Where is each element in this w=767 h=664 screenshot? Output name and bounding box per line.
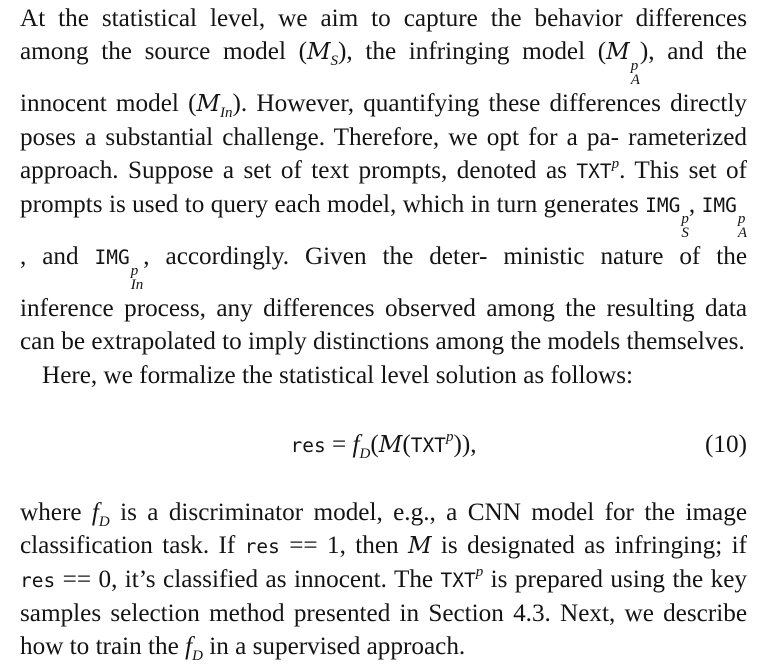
- code-token: TXT: [410, 433, 446, 457]
- text-line: rameterized approach. Suppose a set of text prompts, denoted as: [20, 124, 747, 185]
- math-subscript: In: [130, 277, 144, 294]
- text-line: among the resulting data can be extrapolated to imply distinctions: [20, 295, 748, 356]
- math-symbol: f: [352, 430, 360, 458]
- text-line: == 1, then: [279, 531, 408, 559]
- text-line: directly poses a substantial challenge. Therefore, we opt for a pa-: [20, 90, 748, 152]
- text-line: we describe how to train the: [20, 599, 747, 661]
- text-line: if: [731, 531, 747, 559]
- math-symbol: M: [606, 39, 630, 66]
- text-line: ). However, quantifying these differences: [232, 90, 661, 118]
- math-subscript: S: [330, 53, 339, 70]
- text-line: the key samples selection method presented in Section 4.3. Next,: [20, 565, 747, 627]
- equation-10: [20, 414, 747, 472]
- text-line: turn generates: [496, 191, 646, 219]
- text-line: among the models themselves.: [435, 328, 745, 356]
- text-line: , accordingly. Given the deter-: [143, 243, 488, 271]
- math-symbol: M: [196, 91, 221, 118]
- text-line: At the statistical level, we aim to capture the behavior differences: [20, 5, 747, 32]
- math-symbol: M: [306, 39, 331, 66]
- equation-number: (10): [705, 430, 747, 458]
- code-token: res: [244, 534, 280, 558]
- text-line: among the source model (: [20, 38, 307, 66]
- paragraph-statistical-level: [20, 2, 747, 359]
- code-token: TXT: [576, 160, 612, 184]
- math-subscript: S: [681, 225, 689, 242]
- math-subscript: D: [359, 445, 371, 462]
- text-line: classification task. If: [20, 531, 245, 559]
- paren: (: [370, 430, 379, 458]
- math-subscript: D: [98, 513, 110, 530]
- text-line: is prepared using: [483, 565, 666, 593]
- math-symbol: f: [91, 498, 99, 526]
- math-subscript: In: [220, 105, 233, 122]
- math-subsup: [131, 264, 144, 292]
- math-superscript: p: [630, 58, 639, 75]
- text-line: ,: [688, 191, 702, 219]
- code-token: IMG: [701, 194, 737, 218]
- math-subscript: A: [737, 225, 747, 242]
- math-symbol: f: [185, 633, 193, 661]
- math-subsup: [738, 212, 747, 240]
- code-token: res: [20, 568, 56, 592]
- text-line: ), and: [639, 38, 704, 66]
- code-token: IMG: [645, 194, 681, 218]
- text-line: ministic nature of the inference process, any differences observed: [20, 243, 748, 323]
- math-subscript: A: [630, 72, 640, 89]
- paragraph-formalize: Here, we formalize the statistical level solution as follows:: [42, 361, 634, 389]
- math-superscript: p: [681, 211, 689, 228]
- text-line: , and: [20, 243, 95, 271]
- math-subsup: [631, 59, 640, 87]
- math-symbol: M: [407, 532, 432, 559]
- math-superscript: p: [130, 263, 139, 280]
- equals-sign: =: [325, 430, 353, 458]
- math-subsup: [681, 212, 689, 240]
- code-token: IMG: [94, 246, 130, 270]
- math-superscript: p: [737, 211, 746, 228]
- comma: ,: [470, 430, 477, 458]
- equation-body: [20, 428, 747, 462]
- text-line: where: [20, 498, 92, 526]
- paragraph-discriminator: [20, 496, 747, 663]
- math-superscript: p: [445, 429, 454, 446]
- text-line: . This set of prompts is used to query each model, which in: [20, 157, 747, 219]
- text-line: == 0, it’s classified as innocent. The: [55, 565, 441, 593]
- math-superscript: p: [475, 564, 484, 581]
- paren: (: [402, 430, 411, 458]
- math-subscript: D: [192, 648, 203, 664]
- paren: )): [453, 430, 471, 458]
- code-token: TXT: [440, 568, 476, 592]
- math-superscript: p: [611, 155, 620, 172]
- math-symbol: M: [378, 431, 403, 458]
- text-line: the innocent model (: [20, 38, 747, 118]
- text-line: in a supervised approach.: [202, 633, 466, 661]
- code-token: res: [290, 433, 326, 457]
- text-line: is a discriminator model, e.g., a CNN model for the image: [109, 498, 747, 526]
- text-line: is designated as infringing;: [431, 531, 723, 559]
- text-line: ), the infringing model (: [338, 38, 607, 66]
